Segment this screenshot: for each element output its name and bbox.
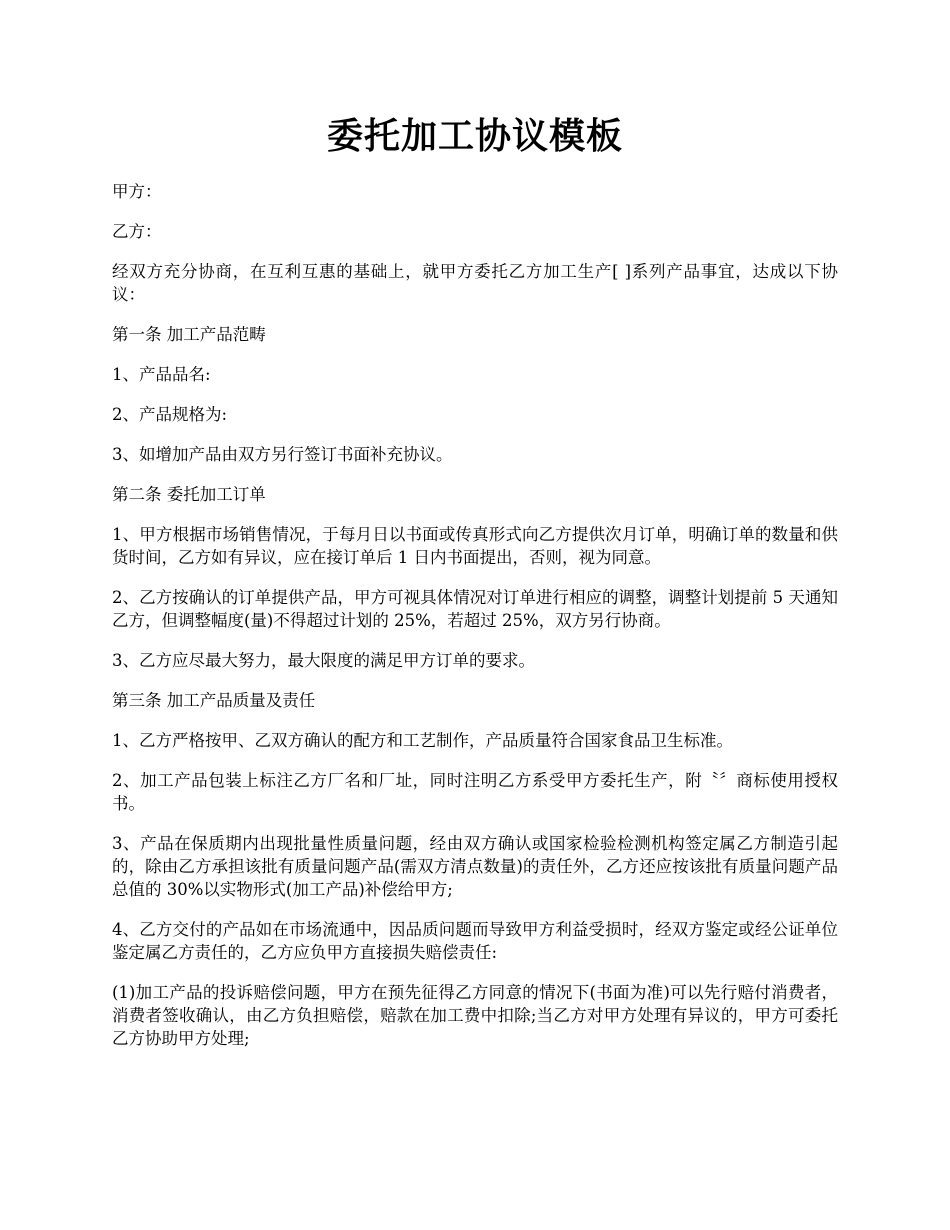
article-1-heading: 第一条 加工产品范畴 <box>112 325 266 344</box>
document-body <box>112 180 838 1050</box>
article-3-item-4: 4、乙方交付的产品如在市场流通中，因品质问题而导致甲方利益受损时，经双方鉴定或经公证单位鉴定属乙方责任的，乙方应负甲方直接损失赔偿责任: <box>112 920 838 962</box>
article-3-item-1: 1、乙方严格按甲、乙双方确认的配方和工艺制作，产品质量符合国家食品卫生标准。 <box>112 731 733 750</box>
article-2-heading: 第二条 委托加工订单 <box>112 485 266 504</box>
article-3-heading: 第三条 加工产品质量及责任 <box>112 691 316 710</box>
article-3-item-4-sub-1: (1)加工产品的投诉赔偿问题，甲方在预先征得乙方同意的情况下(书面为准)可以先行赔付消费者，消费者签收确认，由乙方负担赔偿，赔款在加工费中扣除;当乙方对甲方处理有异议的，甲方可委托乙方协助甲方处理; <box>112 983 838 1048</box>
document-title: 委托加工协议模板 <box>326 115 623 157</box>
article-3-item-3: 3、产品在保质期内出现批量性质量问题，经由双方确认或国家检验检测机构签定属乙方制造引起的，除由乙方承担该批有质量问题产品(需双方清点数量)的责任外，乙方还应按该批有质量问题产品总值的 30%以实物形式(加工产品)补偿给甲方; <box>112 834 838 899</box>
article-2-item-3: 3、乙方应尽最大努力，最大限度的满足甲方订单的要求。 <box>112 651 535 670</box>
article-3-item-2: 2、加工产品包装上标注乙方厂名和厂址，同时注明乙方系受甲方委托生产，附〝〞商标使用授权书。 <box>112 771 838 813</box>
article-1-item-2: 2、产品规格为: <box>112 405 228 424</box>
article-1-item-3: 3、如增加产品由双方另行签订书面补充协议。 <box>112 445 453 464</box>
article-1-item-1: 1、产品品名: <box>112 365 211 384</box>
article-2-item-2: 2、乙方按确认的订单提供产品，甲方可视具体情况对订单进行相应的调整，调整计划提前 5 天通知乙方，但调整幅度(量)不得超过计划的 25%，若超过 25%，双方另行协商。 <box>112 588 838 630</box>
party-b-line: 乙方： <box>112 222 162 241</box>
preamble-paragraph: 经双方充分协商，在互利互惠的基础上，就甲方委托乙方加工生产[ ]系列产品事宜，达成以下协议： <box>112 262 838 304</box>
article-2-item-1: 1、甲方根据市场销售情况，于每月日以书面或传真形式向乙方提供次月订单，明确订单的数量和供货时间，乙方如有异议，应在接订单后 1 日内书面提出，否则，视为同意。 <box>112 525 838 567</box>
party-a-line: 甲方： <box>112 182 162 201</box>
